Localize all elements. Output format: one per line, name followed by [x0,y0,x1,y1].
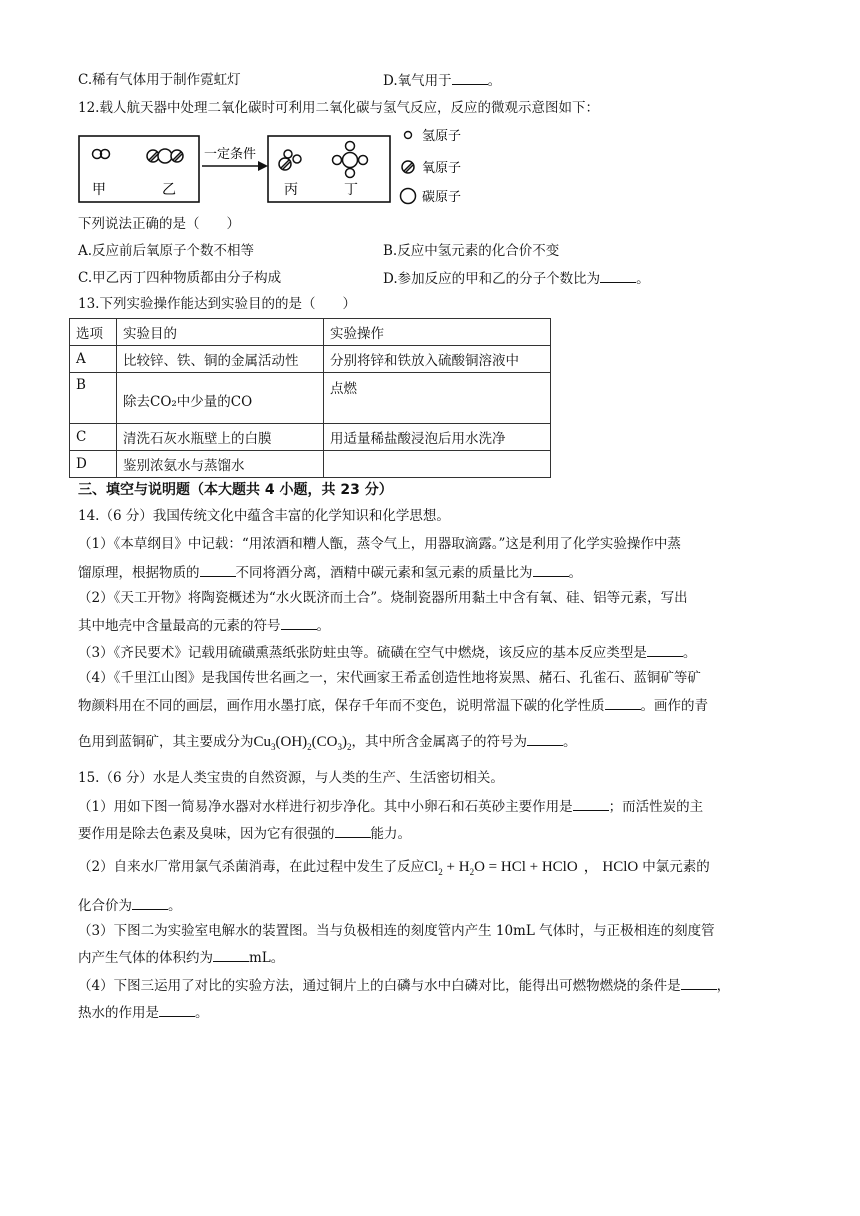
q14-part1-line2: 馏原理，根据物质的 不同将酒分离，酒精中碳元素和氢元素的质量比为 。 [78,562,582,583]
q15-part4-line1: （4）下图三运用了对比的实验方法，通过铜片上的白磷与水中白磷对比，能得出可燃物燃烧的条件是 ， [78,975,730,996]
q11-option-d: D.氧气用于 。 [383,70,501,91]
answer-blank[interactable] [452,70,488,85]
q15-part3-line2: 内产生气体的体积约为 mL。 [78,947,284,968]
q14-part2-line2: 其中地壳中含量最高的元素的符号 。 [78,615,330,636]
label-jia: 甲 [92,182,106,198]
q15-part2-line1: （2）自来水厂常用氯气杀菌消毒，在此过程中发生了反应$Cl_2 + H_2O$ = HCl + HClO ， HClO 中氯元素的 [78,859,710,877]
q12-option-d: D.参加反应的甲和乙的分子个数比为 。 [383,268,650,289]
answer-blank[interactable] [527,731,563,746]
answer-blank[interactable] [159,1002,195,1017]
q15-part1-line1: （1）用如下图一简易净水器对水样进行初步净化。其中小卵石和石英砂主要作用是 ；而活性炭的主 [78,796,703,817]
table-row [70,451,551,478]
table-header-cell: 实验目的 [117,319,324,346]
answer-blank[interactable] [647,642,683,657]
chlorine-reaction-equation: $Cl_2 + H_2O$ = HCl + HClO [424,859,578,877]
label-ding: 丁 [344,182,358,198]
table-cell: 用适量稀盐酸浸泡后用水洗净 [324,424,551,451]
table-row [70,346,551,373]
oxygen-atom-icon [402,161,414,173]
hydrogen-atom-icon [405,132,412,139]
table-header-cell: 选项 [70,319,117,346]
q12-option-a: A.反应前后氧原子个数不相等 [78,243,255,259]
legend-carbon: 碳原子 [422,190,462,205]
q12-prompt: 下列说法正确的是（ ） [78,216,240,232]
answer-blank[interactable] [213,947,249,962]
answer-blank[interactable] [600,268,636,283]
azurite-formula: $Cu_3(OH)_2(CO_3)_2$ [253,734,352,752]
table-cell: 清洗石灰水瓶壁上的白膜 [117,424,324,451]
answer-blank[interactable] [335,823,371,838]
q12-stem: 12.载人航天器中处理二氧化碳时可利用二氧化碳与氢气反应，反应的微观示意图如下： [78,100,599,116]
q14-stem: 14.（6 分）我国传统文化中蕴含丰富的化学知识和化学思想。 [78,508,450,524]
q15-part4-line2: 热水的作用是 。 [78,1002,209,1023]
methane-molecule-icon [333,142,368,178]
reaction-condition: 一定条件 [204,147,257,162]
table-header-row [70,319,551,346]
table-cell: D [70,451,117,478]
label-bing: 丙 [284,182,298,198]
table-cell: 点燃 [324,373,551,424]
q15-part1-line2: 要作用是除去色素及臭味，因为它有很强的 能力。 [78,823,411,844]
reaction-diagram [78,122,478,208]
carbon-dioxide-molecule-icon [147,149,183,163]
q14-part4-line1: （4）《千里江山图》是我国传世名画之一，宋代画家王希孟创造性地将炭黑、赭石、孔雀石、蓝铜矿等矿 [78,670,701,686]
answer-blank[interactable] [132,895,168,910]
table-cell: 比较锌、铁、铜的金属活动性 [117,346,324,373]
hydrogen-molecule-icon [93,150,110,159]
table-cell: C [70,424,117,451]
section-title: 三、填空与说明题（本大题共 4 小题，共 23 分） [78,482,393,498]
q14-part2-line1: （2）《天工开物》将陶瓷概述为“水火既济而土合”。烧制瓷器所用黏土中含有氧、硅、铝等元素，写出 [78,590,688,606]
answer-blank[interactable] [533,562,569,577]
answer-blank[interactable] [281,615,317,630]
carbon-atom-icon [401,189,416,204]
q14-part3: （3）《齐民要术》记载用硫磺熏蒸纸张防蛀虫等。硫磺在空气中燃烧，该反应的基本反应类型是 。 [78,642,696,663]
table-cell: 除去CO₂中少量的CO [117,373,324,424]
table-cell: B [70,373,117,424]
answer-blank[interactable] [573,796,609,811]
answer-blank[interactable] [681,975,717,990]
answer-blank[interactable] [605,695,641,710]
legend-hydrogen: 氢原子 [422,129,462,144]
q12-option-c: C.甲乙丙丁四种物质都由分子构成 [78,270,282,286]
table-row [70,373,551,424]
q12-option-b: B.反应中氢元素的化合价不变 [383,243,560,259]
table-row [70,424,551,451]
answer-blank[interactable] [200,562,236,577]
table-cell: A [70,346,117,373]
experiment-table [69,318,551,478]
q13-stem: 13.下列实验操作能达到实验目的的是（ ） [78,296,356,312]
water-molecule-icon [279,150,301,170]
table-cell [324,451,551,478]
hclo-formula: ， HClO [583,859,639,875]
table-cell: 鉴别浓氨水与蒸馏水 [117,451,324,478]
q14-part4-line3: 色用到蓝铜矿，其主要成分为$Cu_3(OH)_2(CO_3)_2$，其中所含金属离子的符号为 。 [78,731,577,757]
table-cell: 分别将锌和铁放入硫酸铜溶液中 [324,346,551,373]
q14-part4-line2: 物颜料用在不同的画层，画作用水墨打底，保存千年而不变色，说明常温下碳的化学性质 。画作的青 [78,695,708,716]
q15-part3-line1: （3）下图二为实验室电解水的装置图。当与负极相连的刻度管内产生 10mL 气体时，与正极相连的刻度管 [78,923,715,939]
q14-part1-line1: （1）《本草纲目》中记载：“用浓酒和糟人甑，蒸令气上，用器取滴露。”这是利用了化学实验操作中蒸 [78,536,681,552]
q11-option-c: C.稀有气体用于制作霓虹灯 [78,72,241,88]
label-yi: 乙 [162,182,176,198]
legend-oxygen: 氧原子 [422,161,462,176]
q15-stem: 15.（6 分）水是人类宝贵的自然资源，与人类的生产、生活密切相关。 [78,770,504,786]
q15-part2-line2: 化合价为 。 [78,895,182,916]
table-header-cell: 实验操作 [324,319,551,346]
